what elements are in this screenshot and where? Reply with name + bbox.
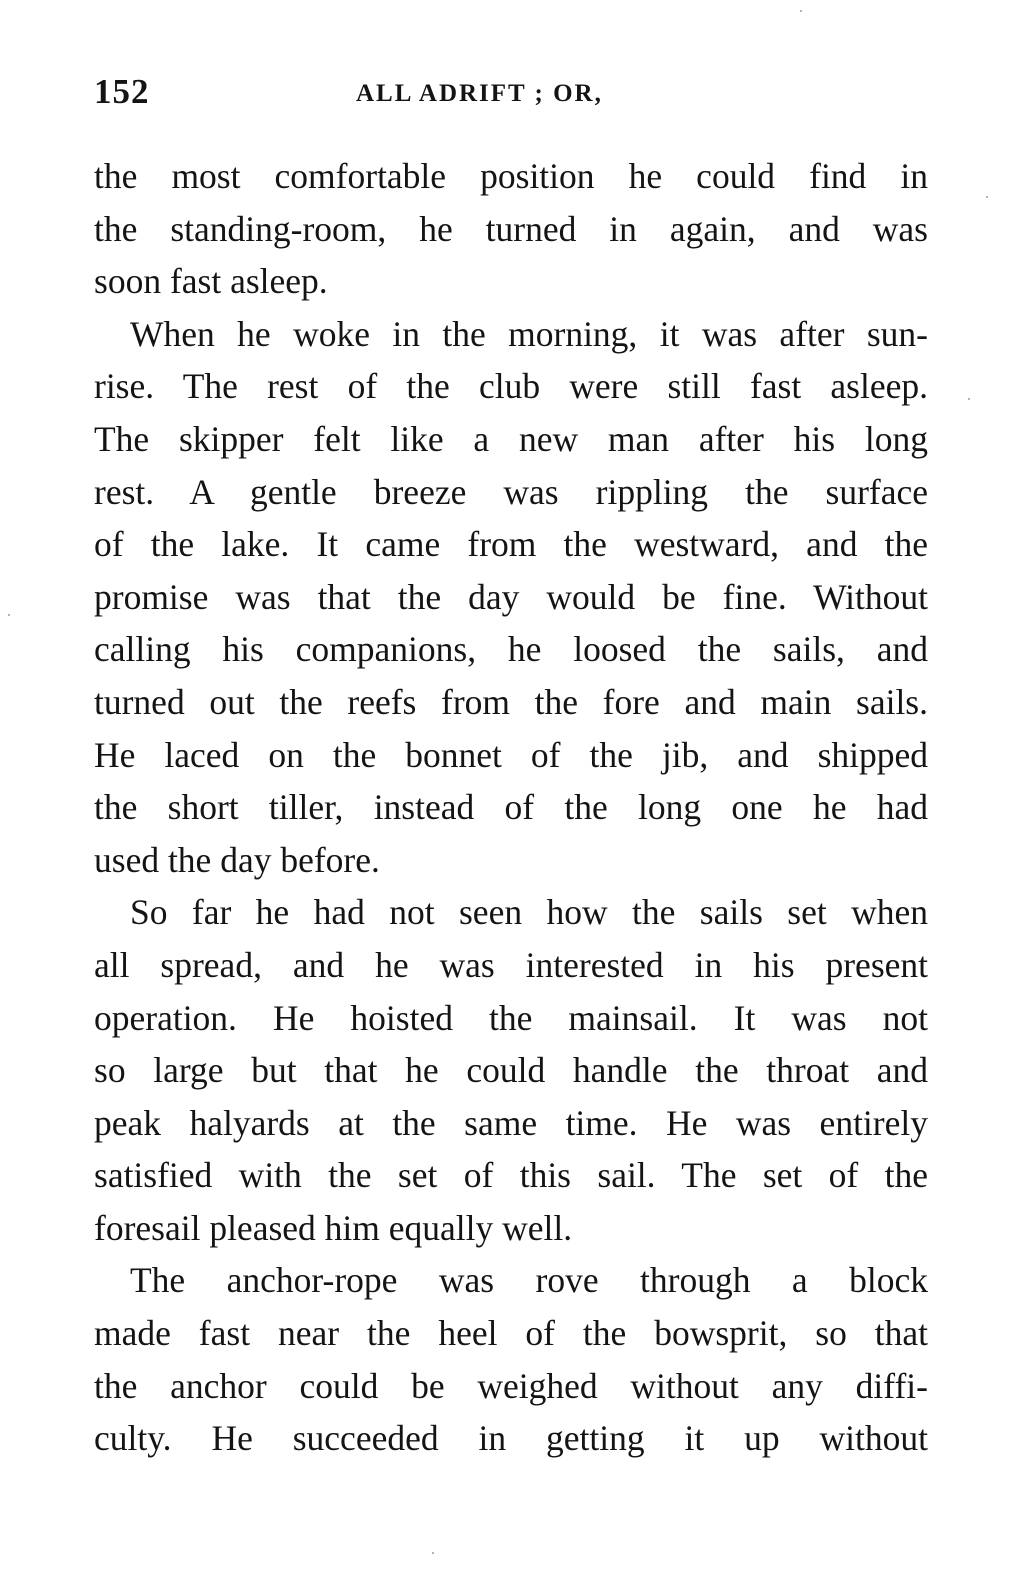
text-line: the standing-room, he turned in again, and was [94,208,928,249]
running-title: ALL ADRIFT ; OR, [356,80,603,107]
body-text [94,150,928,1465]
text-line: the anchor could be weighed without any diffi- [94,1365,928,1406]
text-line: So far he had not seen how the sails set when [130,892,928,933]
text-line: the short tiller, instead of the long one he had [94,787,928,828]
paragraph-1 [94,150,928,308]
paper-speck [800,10,802,12]
paper-speck [986,196,988,198]
text-line: turned out the reefs from the fore and main sails. [94,681,928,722]
paragraph-4 [94,1254,928,1464]
text-line: the most comfortable position he could find in [94,156,928,196]
text-line: made fast near the heel of the bowsprit, so that [94,1313,928,1354]
text-line: peak halyards at the same time. He was entirely [94,1102,928,1143]
text-line: When he woke in the morning, it was after sun- [130,313,928,354]
text-line: rise. The rest of the club were still fast asleep. [94,366,928,407]
paper-speck [968,398,970,400]
text-line: used the day before. [94,839,380,880]
text-line: satisfied with the set of this sail. The set of the [94,1155,928,1196]
text-line: promise was that the day would be fine. Without [94,576,928,617]
text-line: foresail pleased him equally well. [94,1207,573,1248]
text-line: soon fast asleep. [94,261,328,302]
text-line: He laced on the bonnet of the jib, and shipped [94,734,928,775]
text-line: all spread, and he was interested in his present [94,944,928,985]
running-head [94,70,928,114]
text-line: culty. He succeeded in getting it up without [94,1418,928,1459]
paper-speck [432,1552,434,1554]
text-line: rest. A gentle breeze was rippling the surface [94,471,928,512]
text-line: The skipper felt like a new man after his long [94,418,928,459]
text-line: operation. He hoisted the mainsail. It was not [94,997,928,1038]
text-line: so large but that he could handle the throat and [94,1050,928,1091]
page-number: 152 [94,72,150,111]
text-line: of the lake. It came from the westward, and the [94,524,928,565]
paragraph-2 [94,308,928,887]
paragraph-3 [94,886,928,1254]
text-line: calling his companions, he loosed the sails, and [94,629,928,670]
paper-speck [8,614,10,616]
text-line: The anchor-rope was rove through a block [130,1260,928,1301]
